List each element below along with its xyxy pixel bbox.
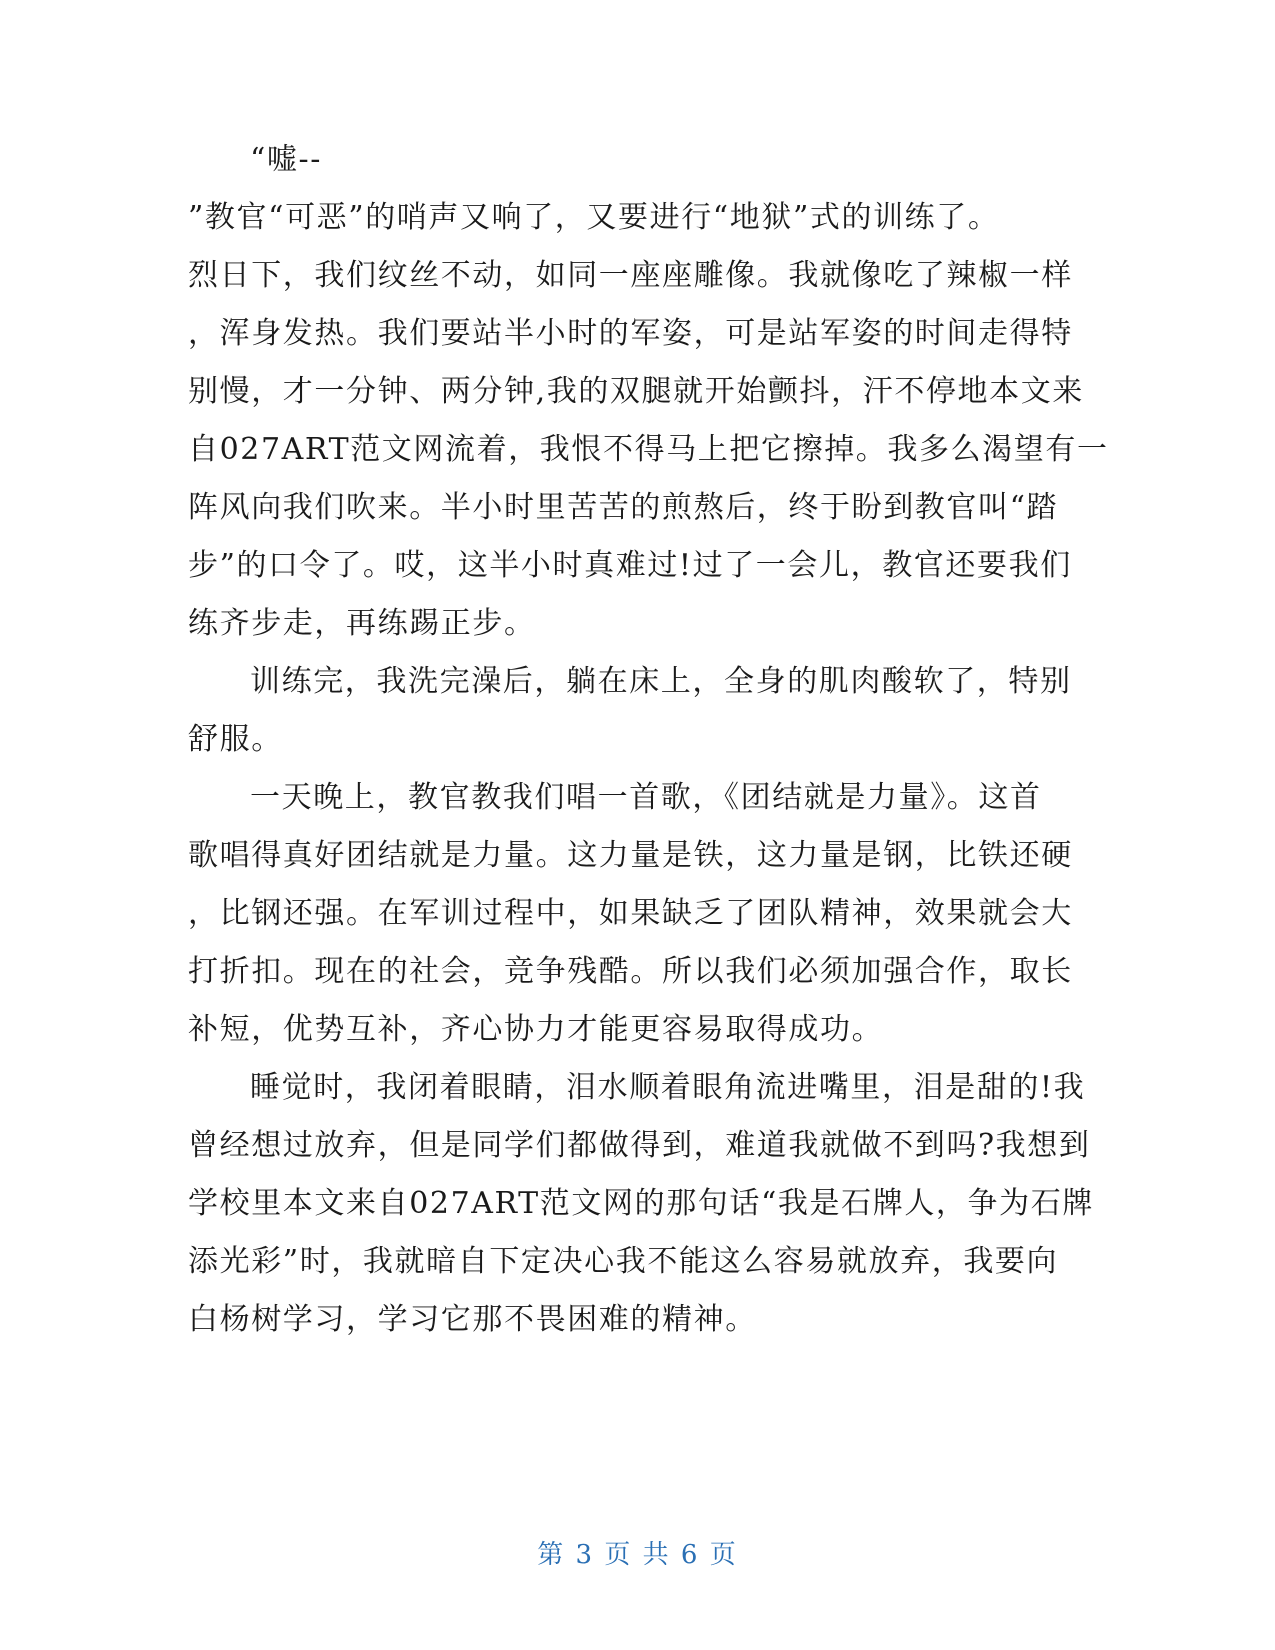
text-line-13: 歌唱得真好团结就是力量。这力量是铁，这力量是钢，比铁还硬 (188, 838, 1073, 873)
text-line-7: 阵风向我们吹来。半小时里苦苦的煎熬后，终于盼到教官叫“踏 (188, 490, 1059, 525)
text-line-2: ”教官“可恶”的哨声又响了，又要进行“地狱”式的训练了。 (188, 200, 1000, 235)
text-line-14: ，比钢还强。在军训过程中，如果缺乏了团队精神，效果就会大 (188, 896, 1073, 931)
text-line-15: 打折扣。现在的社会，竞争残酷。所以我们必须加强合作，取长 (188, 954, 1073, 989)
text-line-6: 自027ART范文网流着，我恨不得马上把它擦掉。我多么渴望有一 (188, 432, 1109, 467)
text-line-16: 补短，优势互补，齐心协力才能更容易取得成功。 (188, 1012, 884, 1047)
text-line-17: 睡觉时，我闭着眼睛，泪水顺着眼角流进嘴里，泪是甜的!我 (250, 1070, 1086, 1105)
text-line-12: 一天晚上，教官教我们唱一首歌，《团结就是力量》。这首 (250, 780, 1042, 815)
page-number-footer: 第 3 页 共 6 页 (537, 1540, 738, 1570)
text-line-19: 学校里本文来自027ART范文网的那句话“我是石牌人，争为石牌 (188, 1186, 1094, 1221)
text-line-18: 曾经想过放弃，但是同学们都做得到，难道我就做不到吗?我想到 (188, 1128, 1091, 1163)
text-line-4: ，浑身发热。我们要站半小时的军姿，可是站军姿的时间走得特 (188, 316, 1073, 351)
text-line-10: 训练完，我洗完澡后，躺在床上，全身的肌肉酸软了，特别 (250, 664, 1072, 699)
text-line-1: “嘘-- (250, 142, 323, 177)
text-line-9: 练齐步走，再练踢正步。 (188, 606, 536, 641)
text-line-21: 白杨树学习，学习它那不畏困难的精神。 (188, 1302, 757, 1337)
text-line-5: 别慢，才一分钟、两分钟,我的双腿就开始颤抖，汗不停地本文来 (188, 374, 1084, 409)
text-line-11: 舒服。 (188, 722, 283, 757)
text-line-3: 烈日下，我们纹丝不动，如同一座座雕像。我就像吃了辣椒一样 (188, 258, 1073, 293)
text-line-20: 添光彩”时，我就暗自下定决心我不能这么容易就放弃，我要向 (188, 1244, 1059, 1279)
text-line-8: 步”的口令了。哎，这半小时真难过!过了一会儿，教官还要我们 (188, 548, 1072, 583)
